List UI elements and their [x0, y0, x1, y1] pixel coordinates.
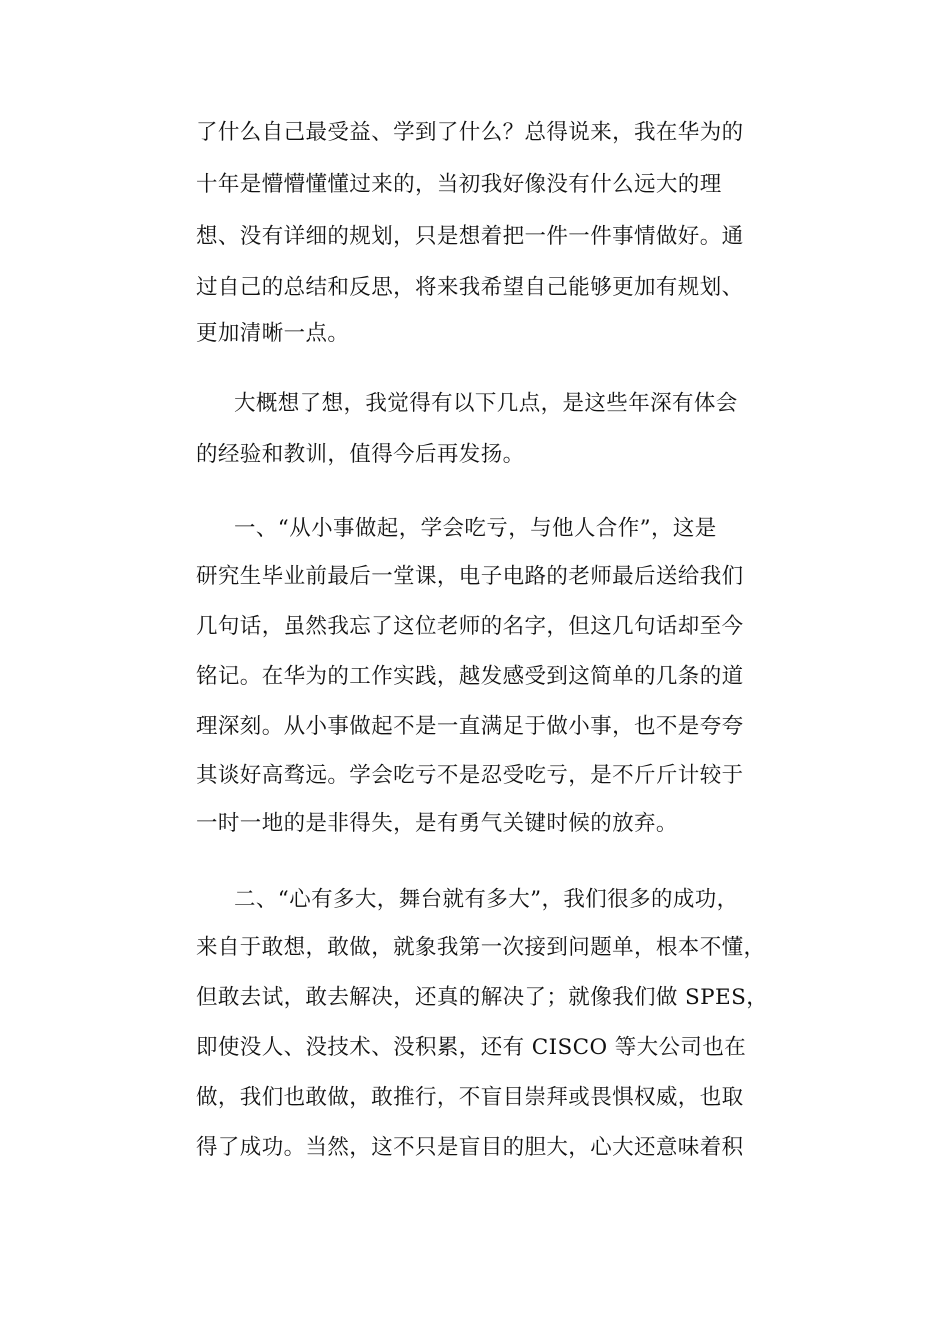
text-line: 理深刻。从小事做起不是一直满足于做小事，也不是夸夸 — [196, 714, 744, 739]
text-line: 来自于敢想，敢做，就象我第一次接到问题单，根本不懂， — [196, 935, 766, 960]
text-line: 一时一地的是非得失，是有勇气关键时候的放弃。 — [196, 811, 678, 836]
paragraph-first-line: 二、“心有多大，舞台就有多大”，我们很多的成功， — [234, 887, 739, 912]
text-line: 其谈好高骛远。学会吃亏不是忍受吃亏，是不斤斤计较于 — [196, 763, 744, 788]
text-line: 想、没有详细的规划，只是想着把一件一件事情做好。通 — [196, 224, 744, 249]
text-line: 做，我们也敢做，敢推行，不盲目崇拜或畏惧权威，也取 — [196, 1085, 744, 1110]
text-line: 更加清晰一点。 — [196, 321, 350, 346]
text-line: 十年是懵懵懂懂过来的，当初我好像没有什么远大的理 — [196, 172, 722, 197]
paragraph-first-line: 大概想了想，我觉得有以下几点，是这些年深有体会 — [234, 391, 738, 416]
text-line: 即使没人、没技术、没积累，还有 CISCO 等大公司也在 — [196, 1035, 747, 1060]
text-line: 了什么自己最受益、学到了什么？总得说来，我在华为的 — [196, 120, 744, 145]
text-line: 过自己的总结和反思，将来我希望自己能够更加有规划、 — [196, 275, 744, 300]
text-line: 铭记。在华为的工作实践，越发感受到这简单的几条的道 — [196, 664, 744, 689]
text-line: 的经验和教训，值得今后再发扬。 — [196, 442, 525, 467]
text-line: 得了成功。当然，这不只是盲目的胆大，心大还意味着积 — [196, 1135, 744, 1160]
text-line: 研究生毕业前最后一堂课，电子电路的老师最后送给我们 — [196, 564, 744, 589]
text-line: 但敢去试，敢去解决，还真的解决了；就像我们做 SPES， — [196, 985, 769, 1010]
paragraph-first-line: 一、“从小事做起，学会吃亏，与他人合作”，这是 — [234, 516, 717, 541]
text-line: 几句话，虽然我忘了这位老师的名字，但这几句话却至今 — [196, 614, 744, 639]
